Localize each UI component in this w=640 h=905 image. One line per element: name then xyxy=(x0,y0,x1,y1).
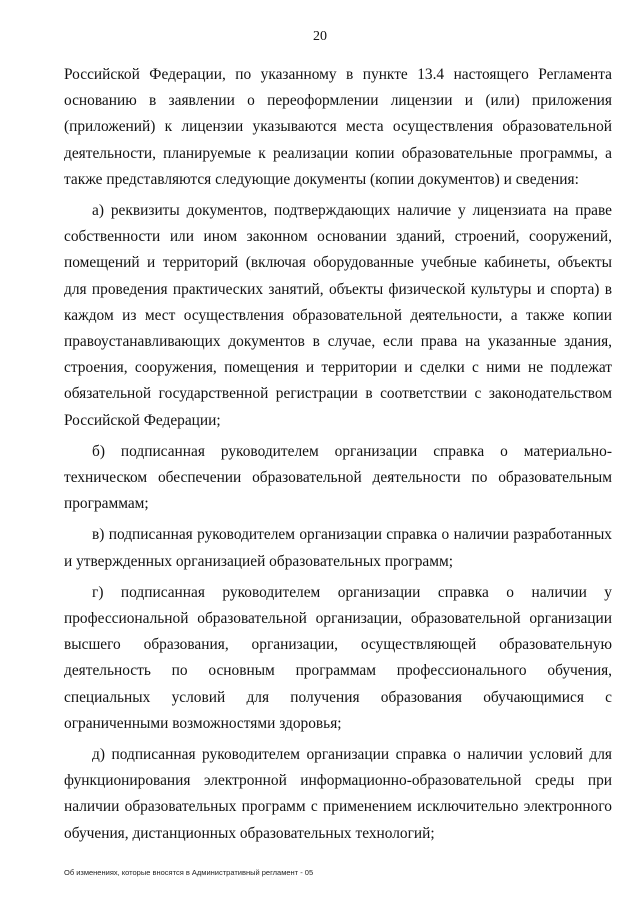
paragraph-item-a: а) реквизиты документов, подтверждающих наличие у лицензиата на праве собственности или ином законном основании зданий, строений, сооружений, помещений и территорий (включая оборудованные учебные кабинеты, объекты для проведения практических занятий, объекты физической культуры и спорта) в каждом из мест осуществления образовательной деятельности, а также копии правоустанавливающих документов в случае, если права на указанные здания, строения, сооружения, помещения и территории и сделки с ними не подлежат обязательной государственной регистрации в соответствии с законодательством Российской Федерации; xyxy=(64,202,612,429)
paragraph-item-b: б) подписанная руководителем организации справка о материально-техническом обеспечении образовательной деятельности по образовательным программам; xyxy=(64,442,612,513)
document-body xyxy=(64,62,612,847)
page-number: 20 xyxy=(313,29,327,44)
paragraph-item-v: в) подписанная руководителем организации справка о наличии разработанных и утвержденных организацией образовательных программ; xyxy=(64,526,612,570)
paragraph-item-g: г) подписанная руководителем организации справка о наличии у профессиональной образовательной организации, образовательной организации высшего образования, организации, осуществляющей образовательную деятельность по основным программам профессионального обучения, специальных условий для получения образования обучающимися с ограниченными возможностями здоровья; xyxy=(64,583,612,732)
document-footer: Об изменениях, которые вносятся в Административный регламент - 05 xyxy=(64,868,314,877)
paragraph-intro: Российской Федерации, по указанному в пункте 13.4 настоящего Регламента основанию в заявлении о переоформлении лицензии и (или) приложения (приложений) к лицензии указываются места осуществления образовательной деятельности, планируемые к реализации копии образовательные программы, а также представляются следующие документы (копии документов) и сведения: xyxy=(64,66,612,188)
paragraph-item-d: д) подписанная руководителем организации справка о наличии условий для функционирования электронной информационно-образовательной среды при наличии образовательных программ с применением исключительно электронного обучения, дистанционных образовательных технологий; xyxy=(64,746,612,842)
